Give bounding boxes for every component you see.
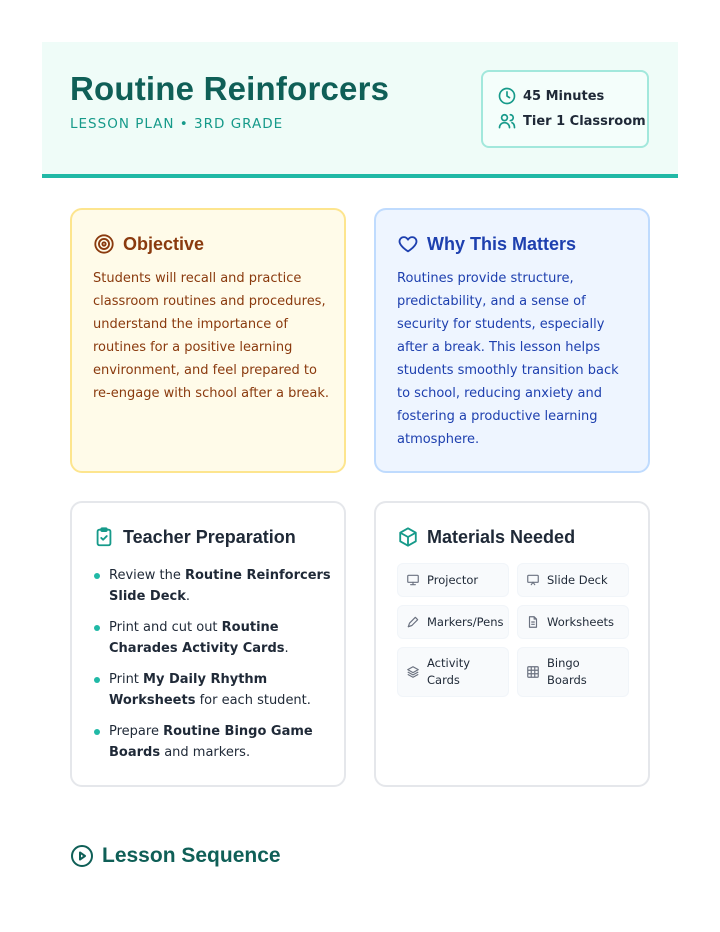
material-item: Slide Deck xyxy=(517,563,629,597)
box-icon xyxy=(397,526,419,548)
objective-heading: Objective xyxy=(123,233,205,254)
objective-card xyxy=(70,208,346,473)
setting-text: Tier 1 Classroom xyxy=(523,113,646,129)
materials-heading: Materials Needed xyxy=(427,526,576,547)
why-card xyxy=(374,208,650,473)
page-subtitle: LESSON PLAN • 3RD GRADE xyxy=(70,116,284,132)
clipboard-check-icon xyxy=(93,526,115,548)
monitor-icon xyxy=(406,573,420,587)
materials-heading-row xyxy=(397,526,575,548)
lesson-header xyxy=(42,42,678,178)
lesson-sequence-heading-row xyxy=(70,844,281,868)
why-text: Routines provide structure, predictability, and a sense of security for students, especially after a break. This lesson helps students smoothly transition back to school, reducing anxiety and fostering a productive learning atmosphere. xyxy=(397,271,619,447)
material-item: Activity Cards xyxy=(397,647,509,697)
clock-icon xyxy=(497,86,517,106)
lesson-meta-box xyxy=(481,70,649,148)
duration-row xyxy=(497,86,604,106)
material-item: Projector xyxy=(397,563,509,597)
heart-icon xyxy=(397,233,419,255)
teacher-prep-card xyxy=(70,501,346,787)
prep-list xyxy=(93,565,331,773)
list-item: Print and cut out Routine Charades Activity Cards. xyxy=(93,617,331,659)
page-title: Routine Reinforcers xyxy=(70,70,390,107)
target-icon xyxy=(93,233,115,255)
list-item: Prepare Routine Bingo Game Boards and markers. xyxy=(93,721,331,763)
layers-icon xyxy=(406,665,420,679)
objective-heading-row xyxy=(93,233,204,255)
grid-icon xyxy=(526,665,540,679)
list-item: Review the Routine Reinforcers Slide Deck. xyxy=(93,565,331,607)
objective-text: Students will recall and practice classroom routines and procedures, understand the importance of routines for a positive learning environment, and feel prepared to re-engage with school after a break. xyxy=(93,271,330,401)
play-circle-icon xyxy=(70,844,94,868)
why-heading: Why This Matters xyxy=(427,233,577,254)
prep-heading: Teacher Preparation xyxy=(123,526,296,547)
list-item: Print My Daily Rhythm Worksheets for each student. xyxy=(93,669,331,711)
duration-text: 45 Minutes xyxy=(523,88,605,104)
materials-card xyxy=(374,501,650,787)
pen-icon xyxy=(406,615,420,629)
why-heading-row xyxy=(397,233,576,255)
material-item: Worksheets xyxy=(517,605,629,639)
setting-row xyxy=(497,111,646,131)
document-icon xyxy=(526,615,540,629)
presentation-icon xyxy=(526,573,540,587)
lesson-sequence-heading: Lesson Sequence xyxy=(102,844,281,867)
users-icon xyxy=(497,111,517,131)
prep-heading-row xyxy=(93,526,296,548)
material-item: Markers/Pens xyxy=(397,605,509,639)
materials-grid xyxy=(397,563,629,697)
material-item: Bingo Boards xyxy=(517,647,629,697)
